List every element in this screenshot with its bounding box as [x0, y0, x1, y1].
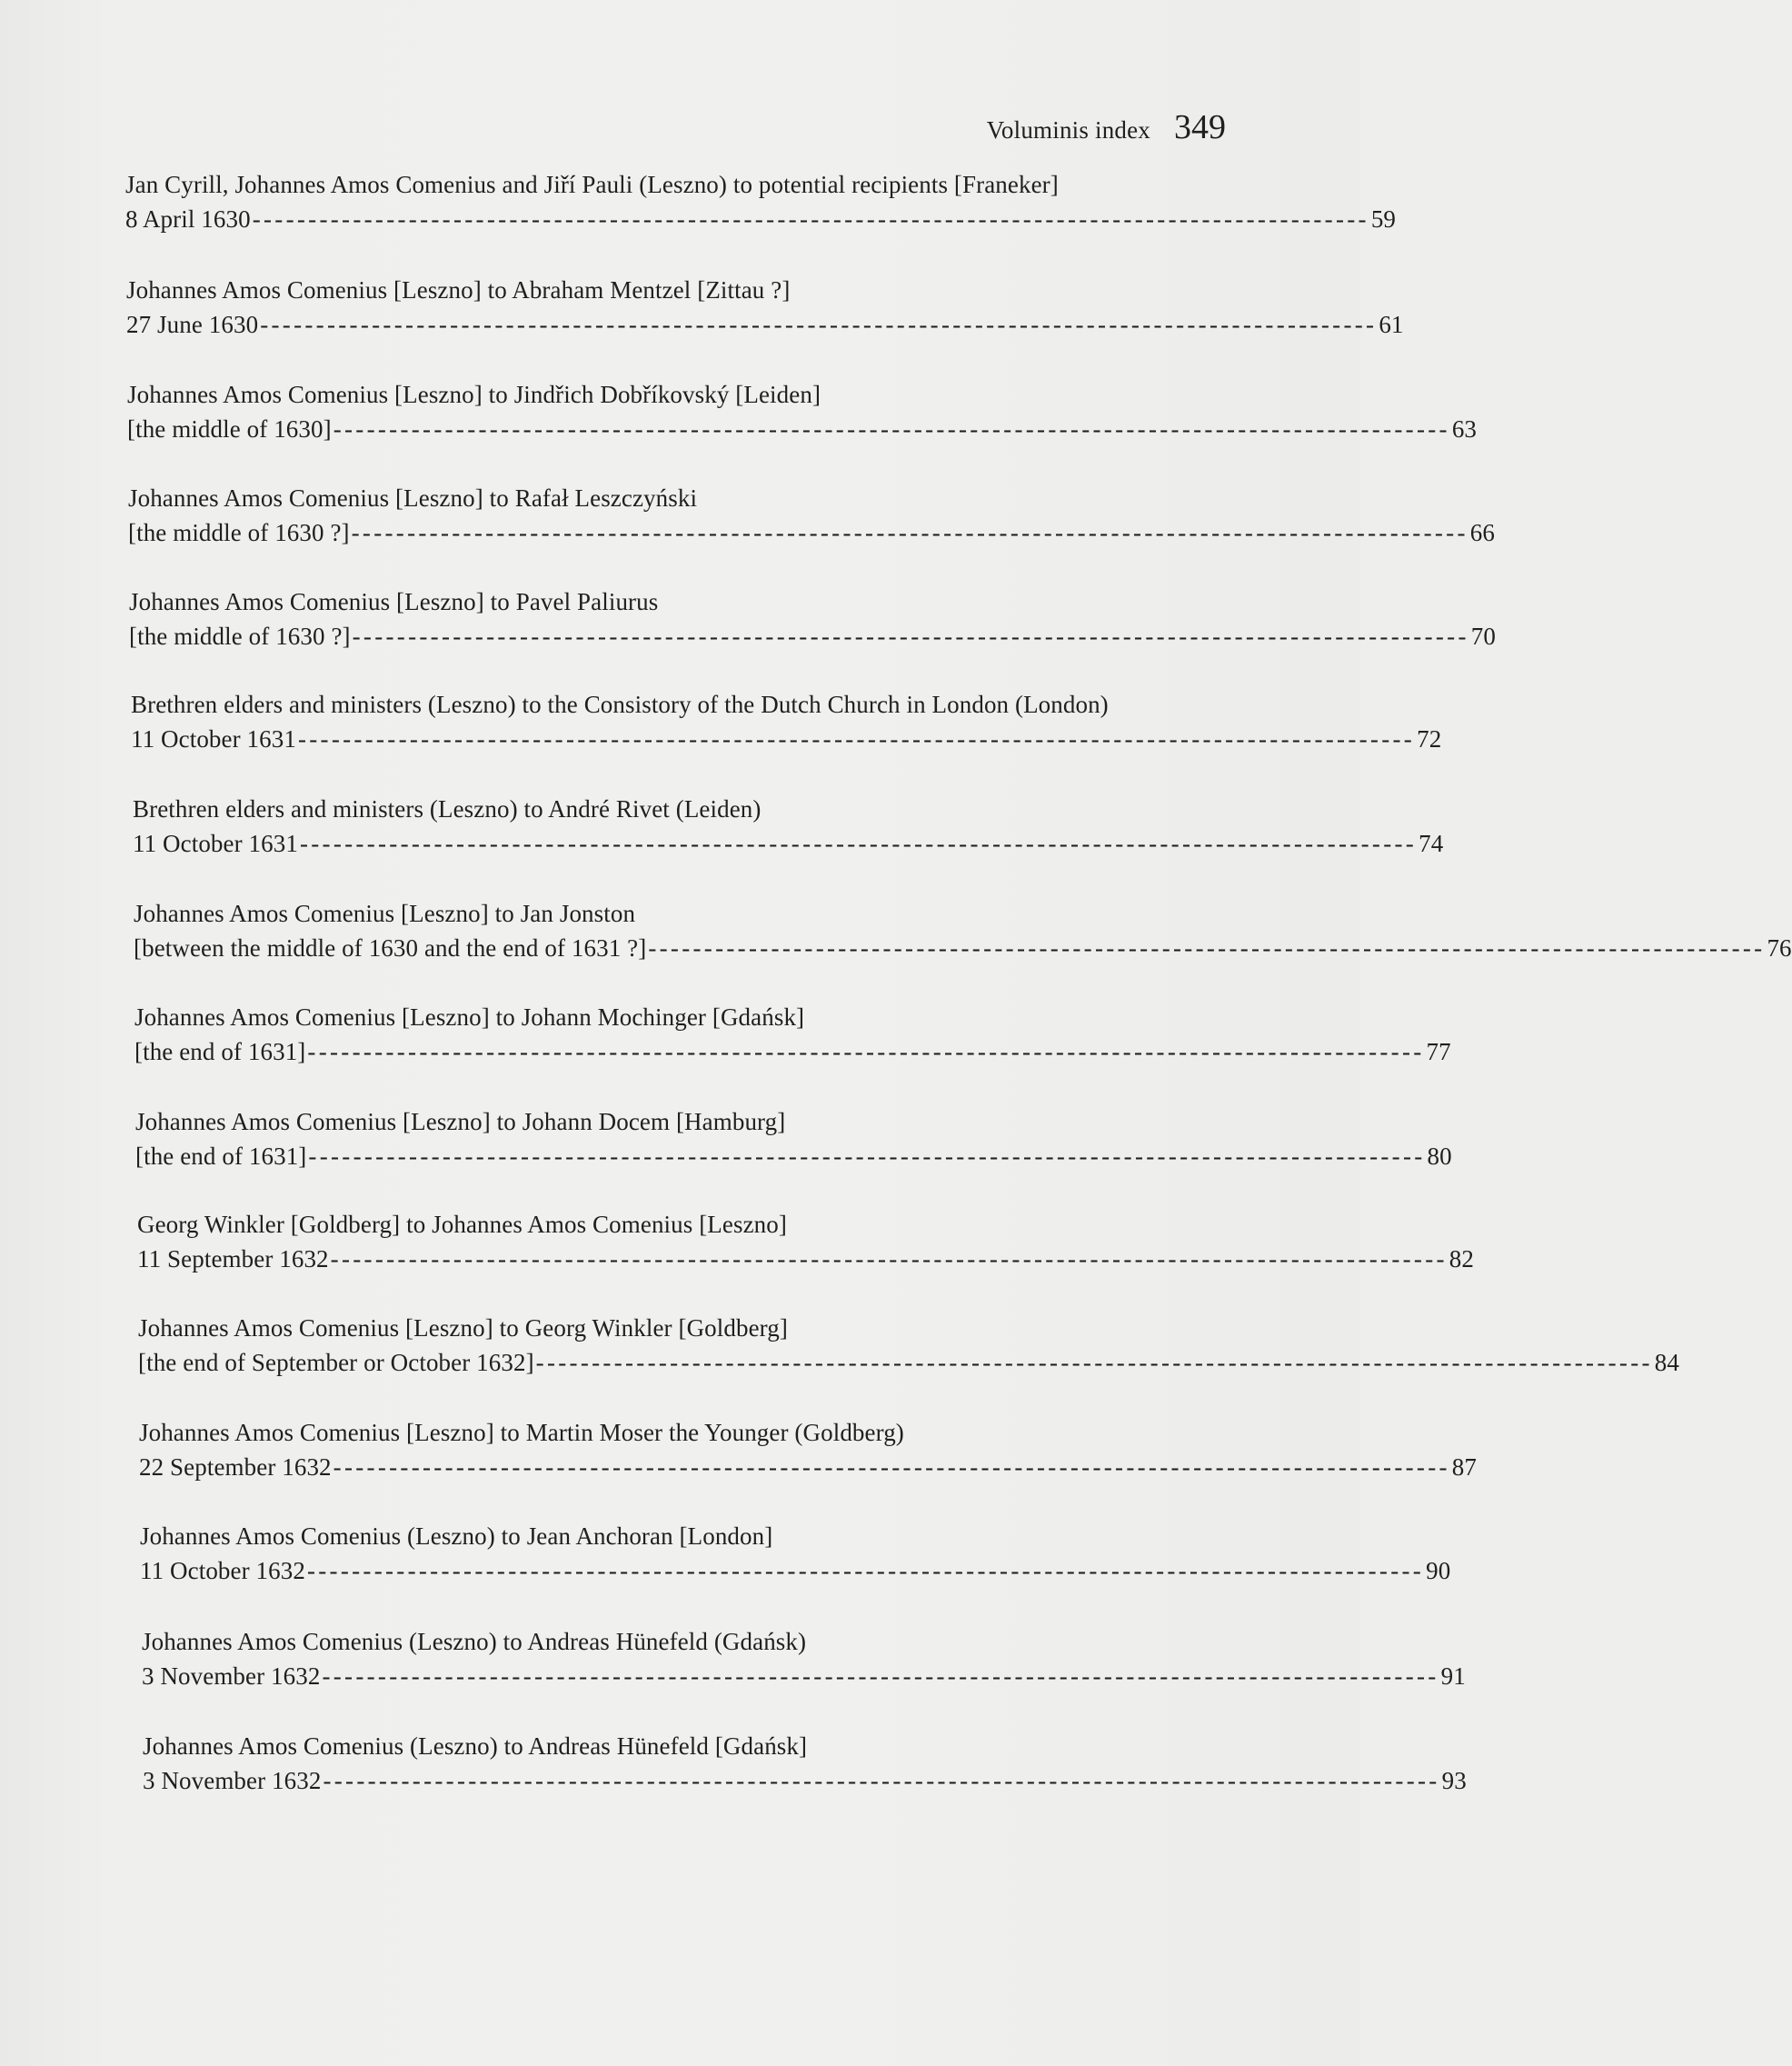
entry-page-number: 91 [1440, 1662, 1466, 1690]
entry-date: [between the middle of 1630 and the end of 1631 ?] [134, 934, 647, 962]
entry-page-number: 93 [1441, 1767, 1467, 1794]
entry-date: [the end of September or October 1632] [138, 1349, 534, 1376]
dot-leader: ---------------------------------------------------------------------------------------------------- [297, 725, 1416, 753]
dot-leader: ---------------------------------------------------------------------------------------------------- [330, 1245, 1448, 1273]
entry-date: 11 October 1632 [140, 1557, 305, 1584]
entry-page-number: 72 [1417, 725, 1442, 753]
entry-line [127, 412, 1478, 446]
entry-date: 3 November 1632 [143, 1767, 322, 1794]
entry-title: Brethren elders and ministers (Leszno) to André Rivet (Leiden) [133, 795, 762, 823]
entry-date: 8 April 1630 [125, 205, 251, 233]
entry-line [134, 931, 1792, 965]
entry-page-number: 70 [1470, 623, 1496, 650]
entry-line [131, 722, 1442, 756]
entry-line [139, 1450, 1477, 1484]
entry-date: 3 November 1632 [142, 1662, 321, 1690]
dot-leader: ---------------------------------------------------------------------------------------------------- [299, 830, 1418, 857]
running-title: Voluminis index [986, 116, 1150, 144]
entry-date: [the middle of 1630 ?] [129, 623, 351, 650]
entry-line [135, 1139, 1452, 1173]
entry-date: [the end of 1631] [135, 1143, 307, 1170]
entry-title: Johannes Amos Comenius [Leszno] to Johann Docem [Hamburg] [135, 1108, 786, 1135]
entry-date: [the middle of 1630 ?] [128, 519, 350, 546]
entry-line [140, 1553, 1451, 1588]
entry-line [128, 515, 1495, 550]
entry-title: Johannes Amos Comenius [Leszno] to Jan Jonston [134, 900, 636, 927]
entry-line [134, 1034, 1451, 1069]
entry-page-number: 74 [1419, 830, 1444, 857]
dot-leader: ---------------------------------------------------------------------------------------------------- [352, 623, 1469, 650]
entry-title: Johannes Amos Comenius [Leszno] to Martin Moser the Younger (Goldberg) [139, 1419, 904, 1446]
dot-leader: ---------------------------------------------------------------------------------------------------- [260, 311, 1378, 338]
dot-leader: ---------------------------------------------------------------------------------------------------- [333, 1453, 1450, 1481]
entry-title: Georg Winkler [Goldberg] to Johannes Amos Comenius [Leszno] [137, 1211, 787, 1238]
entry-title: Johannes Amos Comenius [Leszno] to Johann Mochinger [Gdańsk] [134, 1003, 805, 1031]
entry-line [125, 202, 1397, 236]
index-entry [127, 377, 1478, 446]
dot-leader: ---------------------------------------------------------------------------------------------------- [535, 1349, 1653, 1376]
entry-title: Johannes Amos Comenius (Leszno) to Jean Anchoran [London] [140, 1522, 773, 1550]
entry-page-number: 82 [1449, 1245, 1474, 1273]
entry-date: 11 September 1632 [137, 1245, 329, 1273]
dot-leader: ---------------------------------------------------------------------------------------------------- [322, 1662, 1439, 1690]
index-entry [139, 1415, 1477, 1484]
dot-leader: ---------------------------------------------------------------------------------------------------- [252, 205, 1369, 233]
entry-date: [the middle of 1630] [127, 415, 332, 443]
dot-leader: ---------------------------------------------------------------------------------------------------- [306, 1557, 1425, 1584]
entry-page-number: 90 [1426, 1557, 1451, 1584]
entry-title: Johannes Amos Comenius [Leszno] to Jindřich Dobříkovský [Leiden] [127, 381, 821, 408]
entry-line [138, 1345, 1679, 1380]
index-entry [129, 584, 1496, 654]
entry-page-number: 87 [1451, 1453, 1477, 1481]
index-entry [137, 1207, 1474, 1276]
entry-line [142, 1659, 1466, 1693]
entry-page-number: 59 [1370, 205, 1397, 233]
entry-title: Johannes Amos Comenius (Leszno) to Andreas Hünefeld (Gdańsk) [142, 1628, 807, 1655]
entry-title: Johannes Amos Comenius (Leszno) to Andreas Hünefeld [Gdańsk] [143, 1732, 808, 1760]
index-entry [142, 1624, 1466, 1693]
entry-line [126, 307, 1404, 342]
index-entry [138, 1311, 1679, 1380]
index-entry [140, 1519, 1451, 1588]
entry-date: 11 October 1631 [133, 830, 298, 857]
entry-page-number: 63 [1451, 415, 1478, 443]
index-entry [135, 1104, 1452, 1173]
page-number: 349 [1174, 108, 1226, 146]
running-head [987, 107, 1226, 147]
index-entry [134, 1000, 1451, 1069]
entry-date: 22 September 1632 [139, 1453, 332, 1481]
entry-title: Johannes Amos Comenius [Leszno] to Georg Winkler [Goldberg] [138, 1314, 788, 1342]
entry-line [129, 619, 1496, 654]
dot-leader: ---------------------------------------------------------------------------------------------------- [323, 1767, 1440, 1794]
entry-date: 27 June 1630 [126, 311, 259, 338]
entry-page-number: 76 [1767, 934, 1792, 962]
entry-line [137, 1242, 1474, 1276]
dot-leader: ---------------------------------------------------------------------------------------------------- [648, 934, 1766, 962]
entry-title: Johannes Amos Comenius [Leszno] to Pavel Paliurus [129, 588, 659, 615]
dot-leader: ---------------------------------------------------------------------------------------------------- [333, 415, 1450, 443]
entry-date: 11 October 1631 [131, 725, 296, 753]
dot-leader: ---------------------------------------------------------------------------------------------------- [351, 519, 1468, 546]
entry-page-number: 61 [1379, 311, 1404, 338]
entry-page-number: 66 [1469, 519, 1495, 546]
entry-page-number: 80 [1427, 1143, 1452, 1170]
entry-page-number: 84 [1654, 1349, 1679, 1376]
entry-title: Johannes Amos Comenius [Leszno] to Abraham Mentzel [Zittau ?] [126, 276, 791, 304]
dot-leader: ---------------------------------------------------------------------------------------------------- [307, 1038, 1425, 1065]
index-entry [143, 1729, 1467, 1798]
entry-title: Brethren elders and ministers (Leszno) to the Consistory of the Dutch Church in London (London) [131, 691, 1109, 718]
index-entry [125, 167, 1397, 236]
dot-leader: ---------------------------------------------------------------------------------------------------- [308, 1143, 1426, 1170]
index-entry [134, 896, 1792, 965]
entry-line [133, 826, 1444, 861]
index-entry [128, 481, 1495, 550]
entry-title: Jan Cyrill, Johannes Amos Comenius and Jiří Pauli (Leszno) to potential recipients [Franeker] [125, 171, 1059, 198]
index-entry [133, 792, 1444, 861]
entry-line [143, 1763, 1467, 1798]
index-entry [131, 687, 1442, 756]
entry-title: Johannes Amos Comenius [Leszno] to Rafał Leszczyński [128, 484, 698, 512]
index-entry [126, 273, 1404, 342]
entry-date: [the end of 1631] [134, 1038, 306, 1065]
entry-page-number: 77 [1426, 1038, 1451, 1065]
